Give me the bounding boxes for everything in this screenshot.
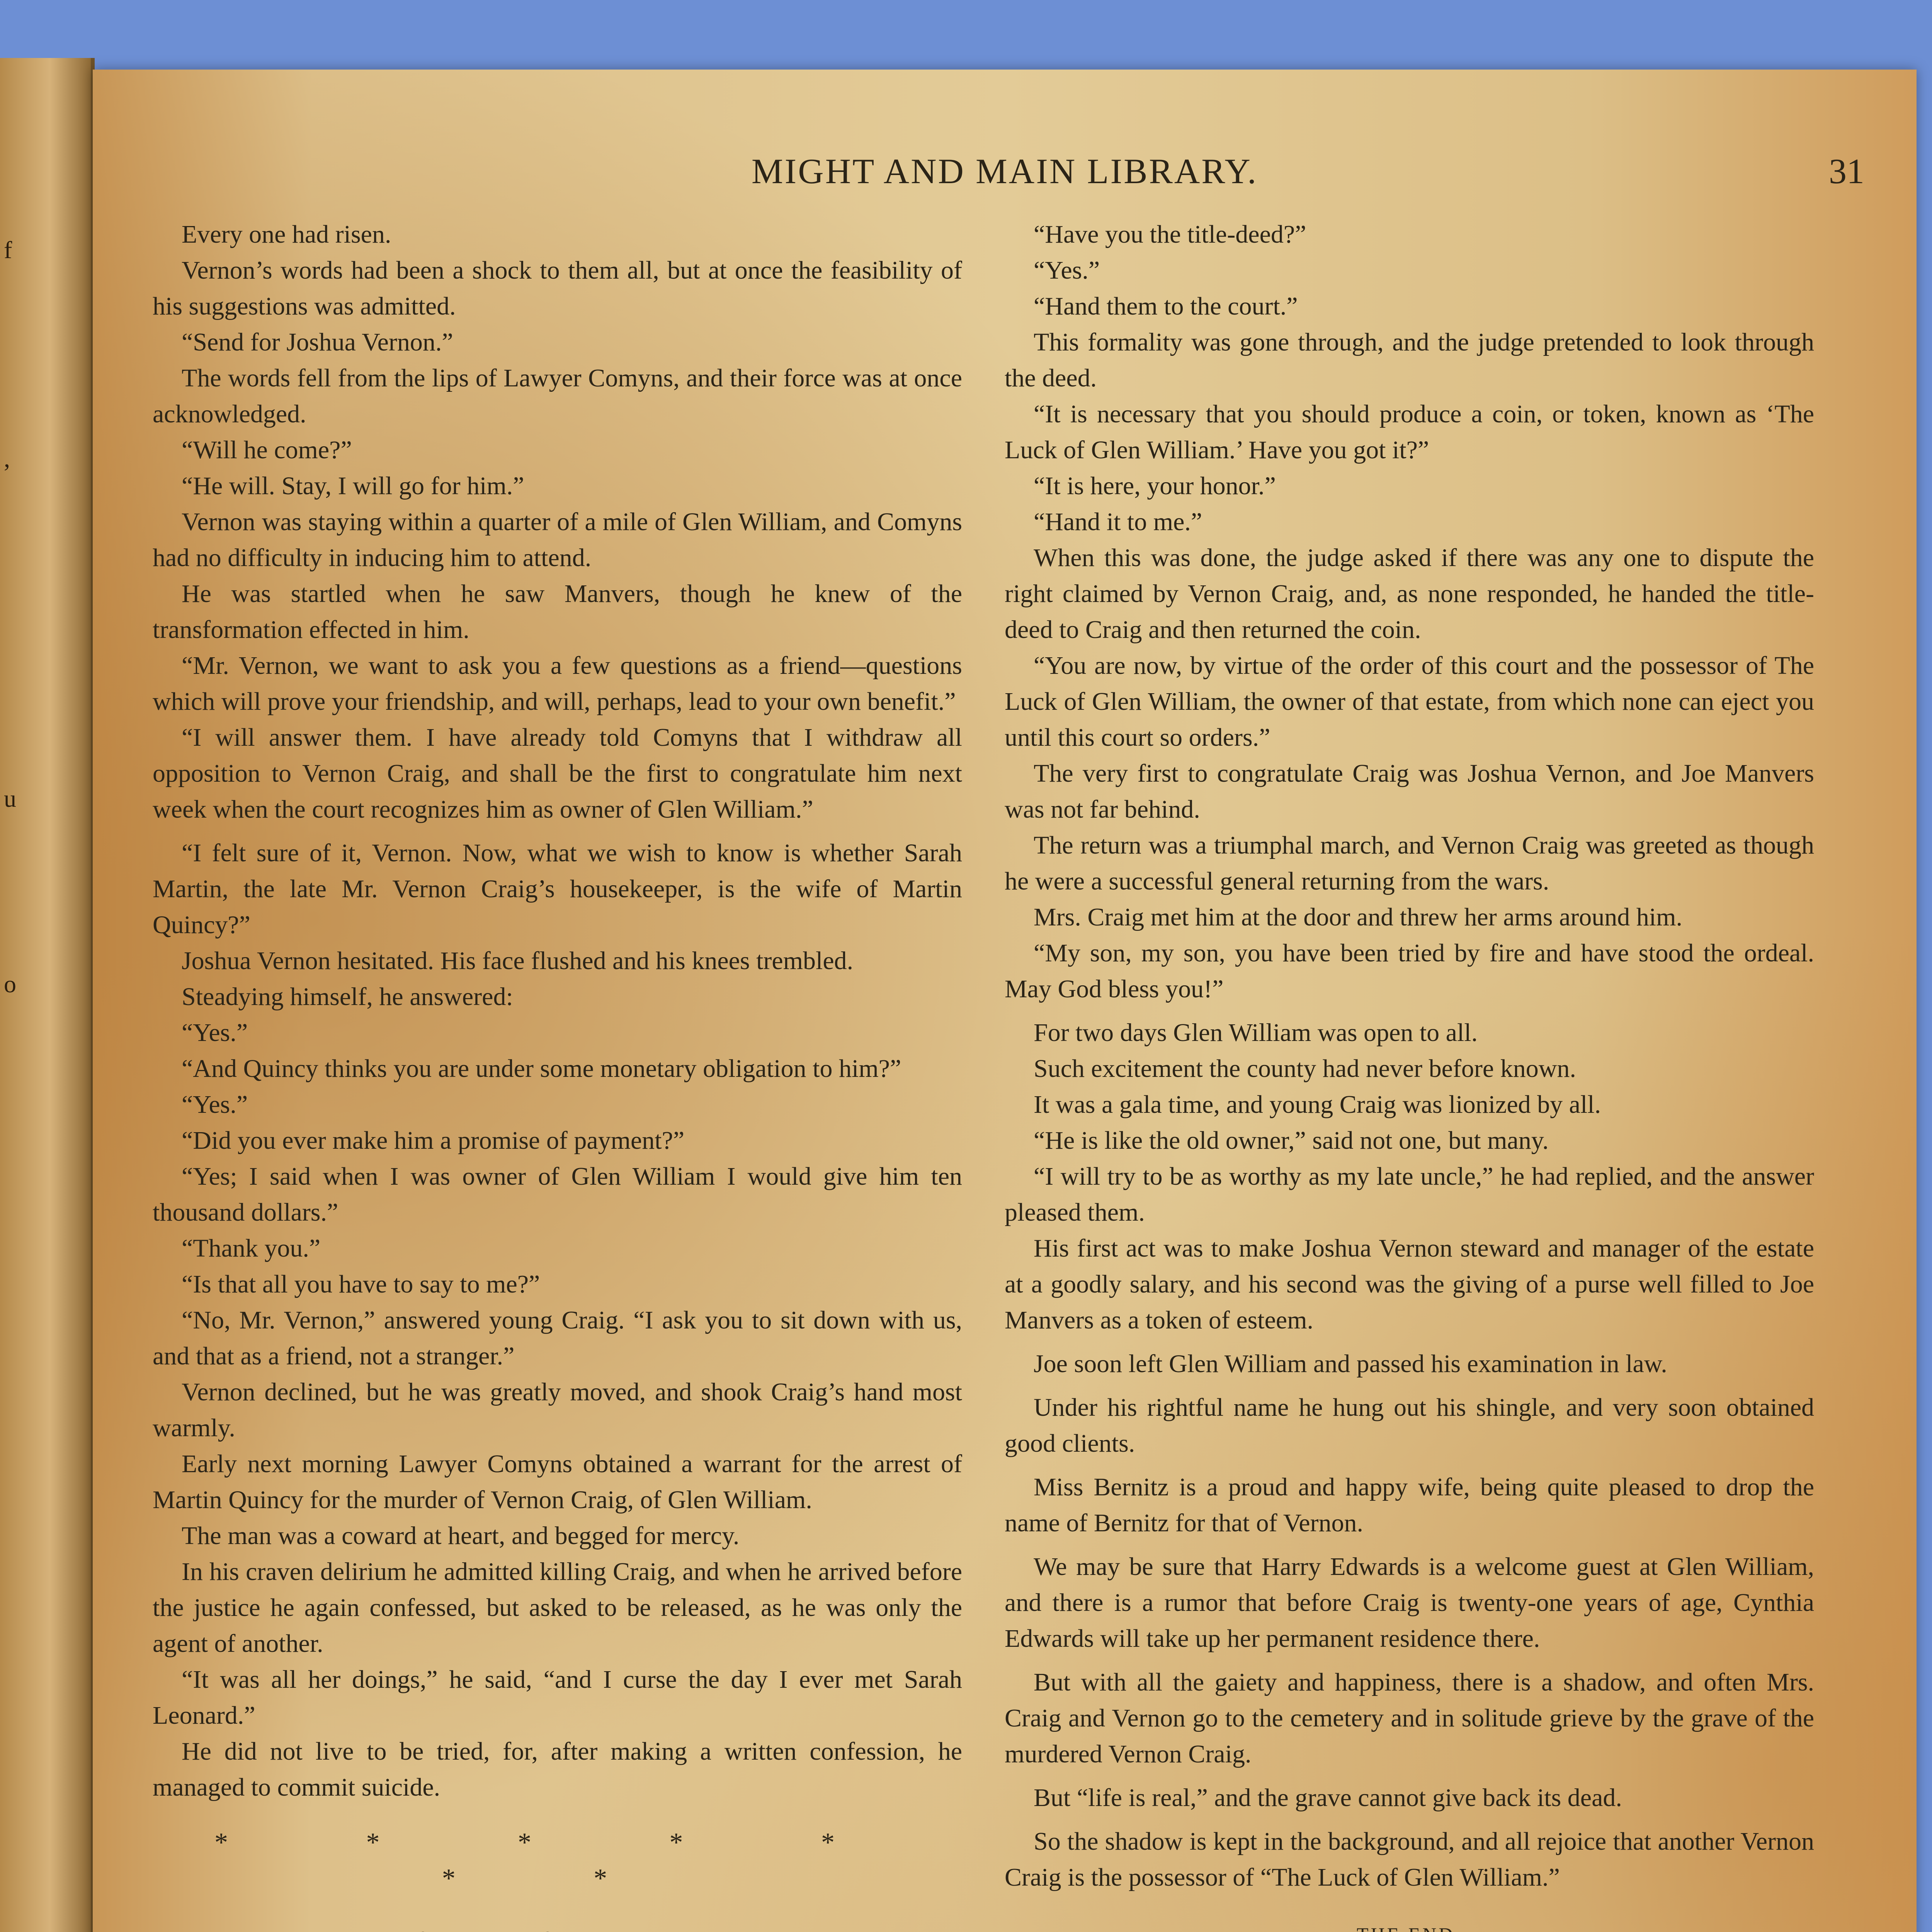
page-number: 31 [1829, 151, 1864, 192]
paragraph: He did not live to be tried, for, after making a written confession, he managed to commit suicide. [153, 1733, 962, 1805]
edge-letter: o [4, 970, 16, 998]
paragraph: “Yes.” [1005, 252, 1814, 288]
paragraph: “It was all her doings,” he said, “and I curse the day I ever met Sarah Leonard.” [153, 1662, 962, 1733]
paragraph: Every one had risen. [153, 216, 962, 252]
paragraph: “I felt sure of it, Vernon. Now, what we wish to know is whether Sarah Martin, the late Mr. Vernon Craig’s housekeeper, is the wife of Martin Quincy?” [153, 835, 962, 943]
paragraph: Mrs. Craig met him at the door and threw her arms around him. [1005, 899, 1814, 935]
paragraph: “I will try to be as worthy as my late uncle,” he had replied, and the answer pleased them. [1005, 1158, 1814, 1230]
paragraph: The man was a coward at heart, and begged for mercy. [153, 1518, 962, 1554]
paragraph: Steadying himself, he answered: [153, 979, 962, 1015]
paragraph: “My son, my son, you have been tried by fire and have stood the ordeal. May God bless you!” [1005, 935, 1814, 1007]
paragraph: “Will he come?” [153, 432, 962, 468]
paragraph: Miss Bernitz is a proud and happy wife, being quite pleased to drop the name of Bernitz for that of Vernon. [1005, 1469, 1814, 1541]
paragraph: Joe soon left Glen William and passed his examination in law. [1005, 1346, 1814, 1382]
paragraph: “Hand it to me.” [1005, 504, 1814, 540]
paragraph: Joshua Vernon hesitated. His face flushed and his knees trembled. [153, 943, 962, 979]
paragraph: “I will answer them. I have already told Comyns that I withdraw all opposition to Vernon Craig, and shall be the first to congratulate him next week when the court recognizes him as owner of Glen William.” [153, 719, 962, 827]
paragraph: “No, Mr. Vernon,” answered young Craig. “I ask you to sit down with us, and that as a friend, not a stranger.” [153, 1302, 962, 1374]
paragraph: His first act was to make Joshua Vernon steward and manager of the estate at a goodly salary, and his second was the giving of a purse well filled to Joe Manvers as a token of esteem. [1005, 1230, 1814, 1338]
paragraph: “Thank you.” [153, 1230, 962, 1266]
edge-letter: f [4, 236, 12, 264]
paragraph: Vernon declined, but he was greatly moved, and shook Craig’s hand most warmly. [153, 1374, 962, 1446]
paragraph: It was a gala time, and young Craig was lionized by all. [1005, 1087, 1814, 1122]
paragraph: For two days Glen William was open to all. [1005, 1015, 1814, 1051]
paragraph: “He is like the old owner,” said not one, but many. [1005, 1122, 1814, 1158]
paragraph: “Did you ever make him a promise of payment?” [153, 1122, 962, 1158]
paragraph: We may be sure that Harry Edwards is a welcome guest at Glen William, and there is a rumor that before Craig is twenty-one years of age, Cynthia Edwards will take up her permanent residence there. [1005, 1549, 1814, 1656]
edge-letter: , [4, 444, 10, 473]
paragraph: Vernon was staying within a quarter of a mile of Glen William, and Comyns had no difficulty in inducing him to attend. [153, 504, 962, 576]
paragraph: “Is that all you have to say to me?” [153, 1266, 962, 1302]
paragraph: So the shadow is kept in the background, and all rejoice that another Vernon Craig is the possessor of “The Luck of Glen William.” [1005, 1823, 1814, 1895]
edge-letter: u [4, 784, 16, 813]
paragraph: “It is necessary that you should produce a coin, or token, known as ‘The Luck of Glen William.’ Have you got it?” [1005, 396, 1814, 468]
paragraph: The words fell from the lips of Lawyer Comyns, and their force was at once acknowledged. [153, 360, 962, 432]
paragraph: “It is here, your honor.” [1005, 468, 1814, 504]
paragraph: The return was a triumphal march, and Vernon Craig was greeted as though he were a successful general returning from the wars. [1005, 827, 1814, 899]
paragraph: In his craven delirium he admitted killing Craig, and when he arrived before the justice he again confessed, but asked to be released, as he was only the agent of another. [153, 1554, 962, 1662]
paragraph: Such excitement the county had never before known. [1005, 1051, 1814, 1087]
paragraph: “Mr. Vernon, we want to ask you a few questions as a friend—questions which will prove your friendship, and will, perhaps, lead to your own benefit.” [153, 648, 962, 719]
paragraph: “Yes; I said when I was owner of Glen William I would give him ten thousand dollars.” [153, 1158, 962, 1230]
paragraph: “Send for Joshua Vernon.” [153, 324, 962, 360]
paragraph: “Hand them to the court.” [1005, 288, 1814, 324]
paragraph: “Yes.” [153, 1087, 962, 1122]
paragraph: Early next morning Lawyer Comyns obtained a warrant for the arrest of Martin Quincy for the murder of Vernon Craig, of Glen William. [153, 1446, 962, 1518]
paragraph: He was startled when he saw Manvers, though he knew of the transformation effected in him. [153, 576, 962, 648]
paragraph: The very first to congratulate Craig was Joshua Vernon, and Joe Manvers was not far behind. [1005, 755, 1814, 827]
paragraph: “He will. Stay, I will go for him.” [153, 468, 962, 504]
paragraph: “You are now, by virtue of the order of this court and the possessor of The Luck of Glen William, the owner of that estate, from which none can eject you until this court so orders.” [1005, 648, 1814, 755]
paragraph: Under his rightful name he hung out his shingle, and very soon obtained good clients. [1005, 1389, 1814, 1461]
paragraph: “Have you the title-deed?” [1005, 216, 1814, 252]
paragraph: But “life is real,” and the grave cannot give back its dead. [1005, 1780, 1814, 1816]
paragraph: When this was done, the judge asked if there was any one to dispute the right claimed by Vernon Craig, and, as none responded, he handed the title-deed to Craig and then returned the coin. [1005, 540, 1814, 648]
running-head: MIGHT AND MAIN LIBRARY. [93, 151, 1917, 192]
paragraph: This formality was gone through, and the judge pretended to look through the deed. [1005, 324, 1814, 396]
section-separator: * * * * * * * [153, 1825, 962, 1896]
paragraph: “Yes.” [153, 1015, 962, 1051]
paragraph: Vernon’s words had been a shock to them all, but at once the feasibility of his suggestions was admitted. [153, 252, 962, 324]
paragraph: But with all the gaiety and happiness, there is a shadow, and often Mrs. Craig and Vernon go to the cemetery and in solitude grieve by the grave of the murdered Vernon Craig. [1005, 1664, 1814, 1772]
paragraph: “And Quincy thinks you are under some monetary obligation to him?” [153, 1051, 962, 1087]
